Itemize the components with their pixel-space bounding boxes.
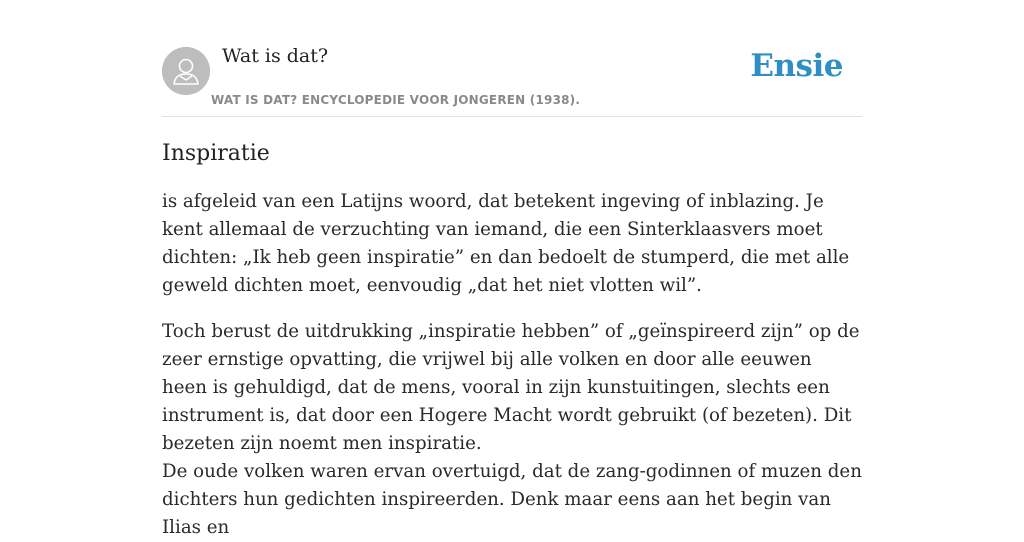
article-paragraph: De oude volken waren ervan overtuigd, dat de zang-godinnen of muzen den dichters hun gedichten inspireerden. Denk maar eens aan het begin van Ilias en <box>162 461 862 538</box>
article <box>162 138 862 542</box>
article-title: Inspiratie <box>162 141 270 166</box>
source-avatar[interactable] <box>162 47 210 95</box>
source-subtitle[interactable]: WAT IS DAT? ENCYCLOPEDIE VOOR JONGEREN (1938). <box>211 93 581 107</box>
brand-logo[interactable]: Ensie <box>750 48 843 84</box>
article-paragraph: is afgeleid van een Latijns woord, dat betekent ingeving of inblazing. Je kent allemaal de verzuchting van iemand, die een Sinterklaasvers moet dichten: „Ik heb geen inspiratie” en dan bedoelt de stumperd, die met alle geweld dichten moet, eenvoudig „dat het niet vlotten wil”. <box>162 191 850 296</box>
user-icon <box>162 47 210 95</box>
article-paragraph: Toch berust de uitdrukking „inspiratie hebben” of „geïnspireerd zijn” op de zeer ernstige opvatting, die vrijwel bij alle volken en door alle eeuwen heen is gehuldigd, dat de mens, vooral in zijn kunstuitingen, slechts een instrument is, dat door een Hogere Macht wordt gebruikt (of bezeten). Dit bezeten zijn noemt men inspiratie. <box>162 321 860 454</box>
source-header <box>162 0 862 117</box>
source-title[interactable]: Wat is dat? <box>222 45 329 67</box>
